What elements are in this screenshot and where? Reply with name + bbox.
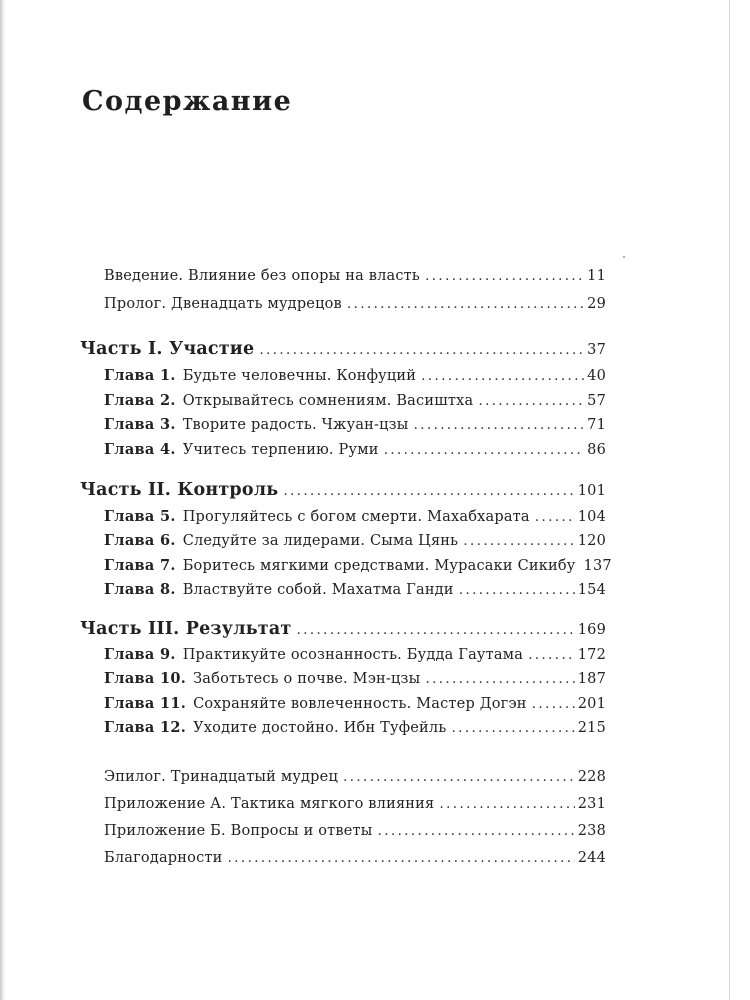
chapter-page-number: 104 (577, 509, 606, 525)
part-page-number: 169 (577, 622, 606, 638)
part-label: Часть I. Участие (80, 339, 255, 359)
part-page-number: 37 (587, 342, 606, 358)
part-page-number: 101 (577, 483, 606, 499)
dot-leader (259, 342, 584, 358)
dot-leader (347, 296, 584, 312)
toc-chapter-12 (104, 719, 606, 736)
chapter-title: Творите радость. Чжуан-цзы (182, 417, 409, 433)
chapter-number: Глава 6. (104, 532, 176, 549)
toc-chapter-9 (104, 646, 606, 663)
chapter-page-number: 154 (577, 582, 606, 598)
part-label: Часть II. Контроль (80, 480, 279, 500)
entry-label: Благодарности (104, 850, 223, 866)
dot-leader (463, 533, 574, 549)
dot-leader (378, 823, 575, 839)
chapter-number: Глава 2. (104, 392, 176, 409)
chapter-number: Глава 5. (104, 508, 176, 525)
entry-label: Эпилог. Тринадцатый мудрец (104, 769, 338, 785)
dot-leader (283, 483, 574, 499)
chapter-page-number: 120 (577, 533, 606, 549)
chapter-title: Следуйте за лидерами. Сыма Цянь (182, 533, 459, 549)
toc-chapter-11 (104, 695, 606, 712)
dot-leader (439, 796, 574, 812)
chapter-page-number: 201 (577, 696, 606, 712)
toc-entry-prologue (104, 296, 606, 312)
page-title: Содержание (82, 86, 293, 117)
dot-leader (384, 442, 585, 458)
toc-chapter-1 (104, 367, 606, 384)
toc-part-3 (80, 619, 606, 639)
entry-label: Приложение А. Тактика мягкого влияния (104, 796, 435, 812)
chapter-page-number: 187 (577, 671, 606, 687)
entry-page-number: 11 (587, 268, 606, 284)
part-label: Часть III. Результат (80, 619, 292, 639)
toc-entry-acknowledgements (104, 850, 606, 866)
entry-label: Введение. Влияние без опоры на власть (104, 268, 420, 284)
toc-entry-appendix-b (104, 823, 606, 839)
dot-leader (459, 582, 575, 598)
toc-entry-appendix-a (104, 796, 606, 812)
chapter-number: Глава 3. (104, 416, 176, 433)
toc-entry-epilogue (104, 769, 606, 785)
entry-page-number: 228 (577, 769, 606, 785)
chapter-number: Глава 7. (104, 557, 176, 574)
entry-page-number: 238 (577, 823, 606, 839)
chapter-page-number: 71 (587, 417, 606, 433)
toc-part-2 (80, 480, 606, 500)
chapter-page-number: 137 (583, 558, 612, 574)
toc-chapter-8 (104, 581, 606, 598)
chapter-title: Уходите достойно. Ибн Туфейль (193, 720, 447, 736)
chapter-title: Прогуляйтесь с богом смерти. Махабхарата (182, 509, 530, 525)
toc-part-1 (80, 339, 606, 359)
chapter-page-number: 215 (577, 720, 606, 736)
toc-chapter-7 (104, 557, 612, 574)
dot-leader (478, 393, 584, 409)
entry-page-number: 29 (587, 296, 606, 312)
chapter-title: Властвуйте собой. Махатма Ганди (182, 582, 454, 598)
toc-chapter-5 (104, 508, 606, 525)
dot-leader (228, 850, 575, 866)
chapter-page-number: 172 (577, 647, 606, 663)
chapter-number: Глава 10. (104, 670, 187, 687)
chapter-title: Боритесь мягкими средствами. Мурасаки Сикибу (182, 558, 576, 574)
chapter-title: Будьте человечны. Конфуций (182, 368, 417, 384)
chapter-number: Глава 11. (104, 695, 187, 712)
entry-label: Пролог. Двенадцать мудрецов (104, 296, 342, 312)
binding-shadow (0, 0, 6, 1000)
dot-leader (425, 671, 574, 687)
chapter-title: Заботьтесь о почве. Мэн-цзы (193, 671, 421, 687)
chapter-page-number: 40 (587, 368, 606, 384)
dot-leader (421, 368, 584, 384)
dot-leader (532, 696, 575, 712)
toc-chapter-3 (104, 416, 606, 433)
print-speck (623, 256, 625, 258)
chapter-page-number: 86 (587, 442, 606, 458)
chapter-title: Открывайтесь сомнениям. Васиштха (182, 393, 474, 409)
dot-leader (425, 268, 584, 284)
chapter-title: Учитесь терпению. Руми (182, 442, 379, 458)
chapter-number: Глава 1. (104, 367, 176, 384)
toc-chapter-6 (104, 532, 606, 549)
entry-page-number: 231 (577, 796, 606, 812)
chapter-number: Глава 4. (104, 441, 176, 458)
chapter-title: Практикуйте осознанность. Будда Гаутама (182, 647, 524, 663)
toc-chapter-2 (104, 392, 606, 409)
chapter-number: Глава 8. (104, 581, 176, 598)
dot-leader (414, 417, 585, 433)
toc-chapter-10 (104, 670, 606, 687)
dot-leader (343, 769, 575, 785)
dot-leader (535, 509, 575, 525)
page-edge (729, 0, 730, 1000)
dot-leader (451, 720, 574, 736)
toc-chapter-4 (104, 441, 606, 458)
chapter-title: Сохраняйте вовлеченность. Мастер Догэн (193, 696, 527, 712)
chapter-number: Глава 9. (104, 646, 176, 663)
dot-leader (296, 622, 574, 638)
chapter-number: Глава 12. (104, 719, 187, 736)
toc-entry-introduction (104, 268, 606, 284)
entry-page-number: 244 (577, 850, 606, 866)
entry-label: Приложение Б. Вопросы и ответы (104, 823, 373, 839)
chapter-page-number: 57 (587, 393, 606, 409)
dot-leader (528, 647, 575, 663)
